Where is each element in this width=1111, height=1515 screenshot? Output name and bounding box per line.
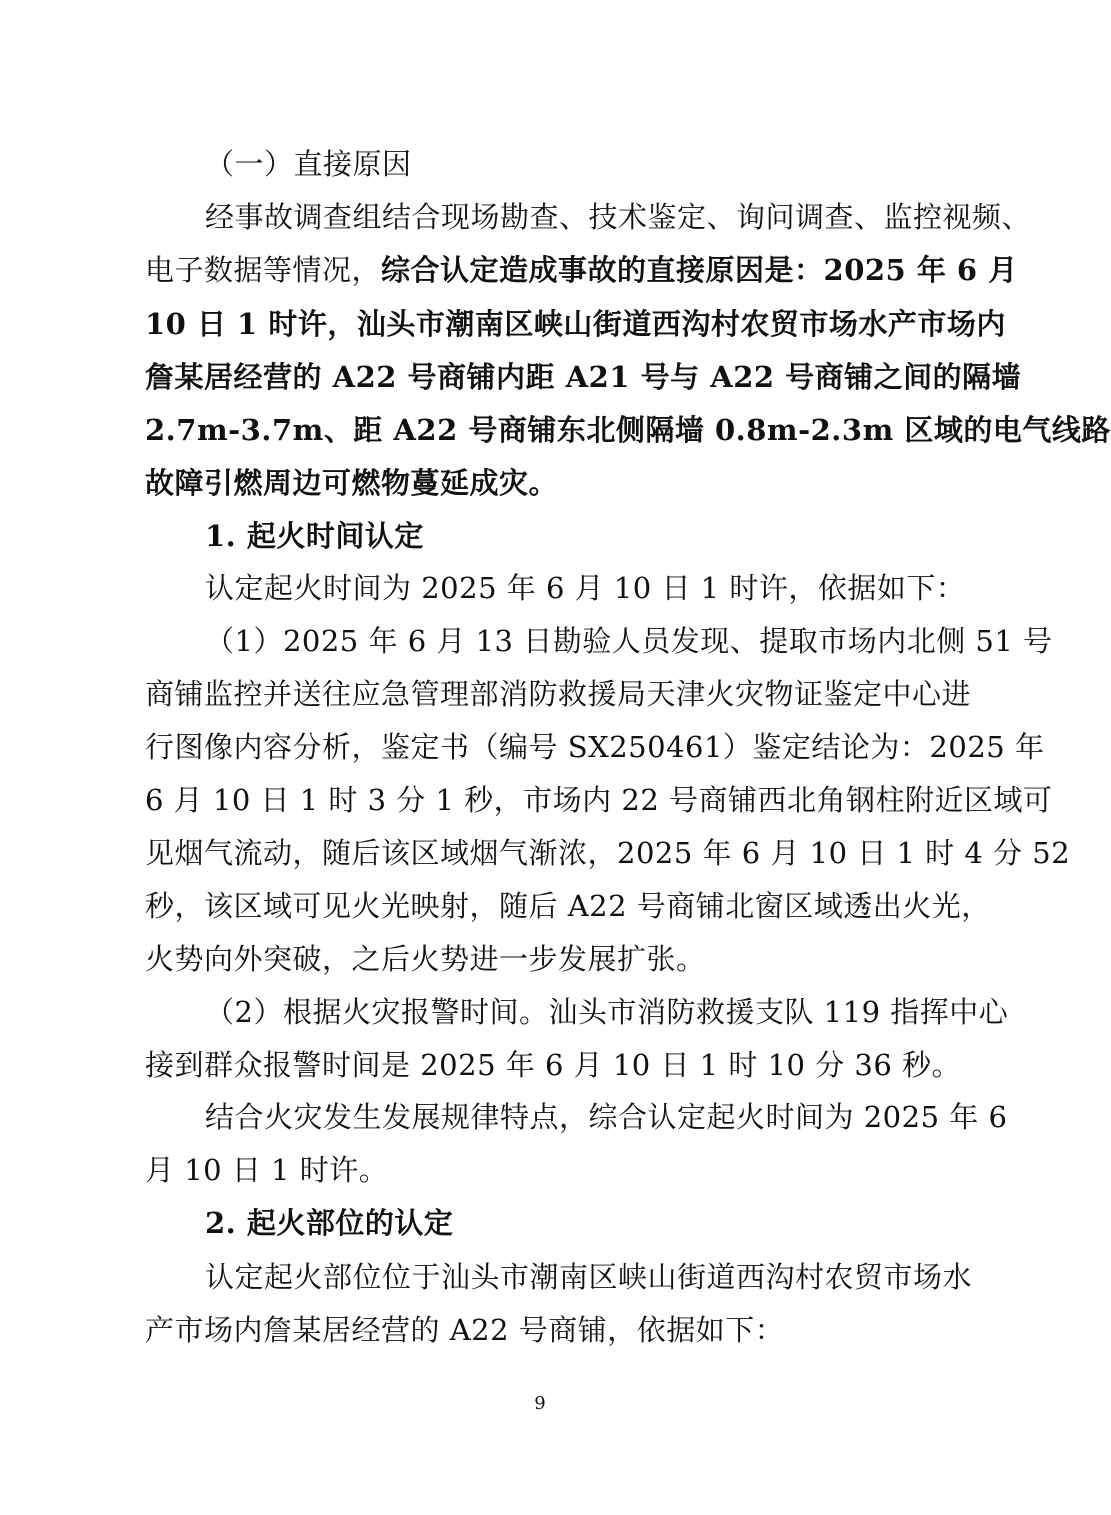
paragraph-line: （1）2025 年 6 月 13 日勘验人员发现、提取市场内北侧 51 号 xyxy=(205,624,1053,658)
paragraph-text: 电子数据等情况， xyxy=(145,253,382,287)
paragraph-bold-text: 综合认定造成事故的直接原因是：2025 年 6 月 xyxy=(381,253,1018,287)
paragraph-bold-line: 詹某居经营的 A22 号商铺内距 A21 号与 A22 号商铺之间的隔墙 xyxy=(145,360,1022,394)
paragraph-line: 火势向外突破，之后火势进一步发展扩张。 xyxy=(145,942,706,976)
subsection-heading: 2. 起火部位的认定 xyxy=(205,1206,454,1240)
paragraph-line: 月 10 日 1 时许。 xyxy=(145,1153,389,1187)
paragraph-line: 结合火灾发生发展规律特点，综合认定起火时间为 2025 年 6 xyxy=(205,1100,1008,1134)
subsection-heading: 1. 起火时间认定 xyxy=(205,519,424,553)
paragraph-line: 经事故调查组结合现场勘查、技术鉴定、询问调查、监控视频、 xyxy=(205,200,1032,234)
paragraph-line: 行图像内容分析，鉴定书（编号 SX250461）鉴定结论为：2025 年 xyxy=(145,730,1045,764)
page-number: 9 xyxy=(534,1393,546,1414)
paragraph-line: 见烟气流动，随后该区域烟气渐浓，2025 年 6 月 10 日 1 时 4 分 52 xyxy=(145,836,1071,870)
paragraph-line: 商铺监控并送往应急管理部消防救援局天津火灾物证鉴定中心进 xyxy=(145,677,972,711)
paragraph-line: 接到群众报警时间是 2025 年 6 月 10 日 1 时 10 分 36 秒。 xyxy=(145,1048,962,1082)
paragraph-line: 认定起火时间为 2025 年 6 月 10 日 1 时许，依据如下： xyxy=(205,571,966,605)
paragraph-bold-line: 2.7m-3.7m、距 A22 号商铺东北侧隔墙 0.8m-2.3m 区域的电气线路 xyxy=(145,413,1111,447)
paragraph-line: 产市场内詹某居经营的 A22 号商铺，依据如下： xyxy=(145,1313,785,1347)
paragraph-line: （2）根据火灾报警时间。汕头市消防救援支队 119 指挥中心 xyxy=(205,995,1009,1029)
paragraph-line: 秒，该区域可见火光映射，随后 A22 号商铺北窗区域透出火光， xyxy=(145,889,991,923)
paragraph-line xyxy=(145,250,1018,290)
paragraph-line: 6 月 10 日 1 时 3 分 1 秒，市场内 22 号商铺西北角钢柱附近区域可 xyxy=(145,783,1053,817)
paragraph-line: 认定起火部位位于汕头市潮南区峡山街道西沟村农贸市场水 xyxy=(205,1260,973,1294)
section-heading: （一）直接原因 xyxy=(205,147,412,181)
paragraph-bold-line: 10 日 1 时许，汕头市潮南区峡山街道西沟村农贸市场水产市场内 xyxy=(145,307,1006,341)
paragraph-bold-line: 故障引燃周边可燃物蔓延成灾。 xyxy=(145,466,559,500)
